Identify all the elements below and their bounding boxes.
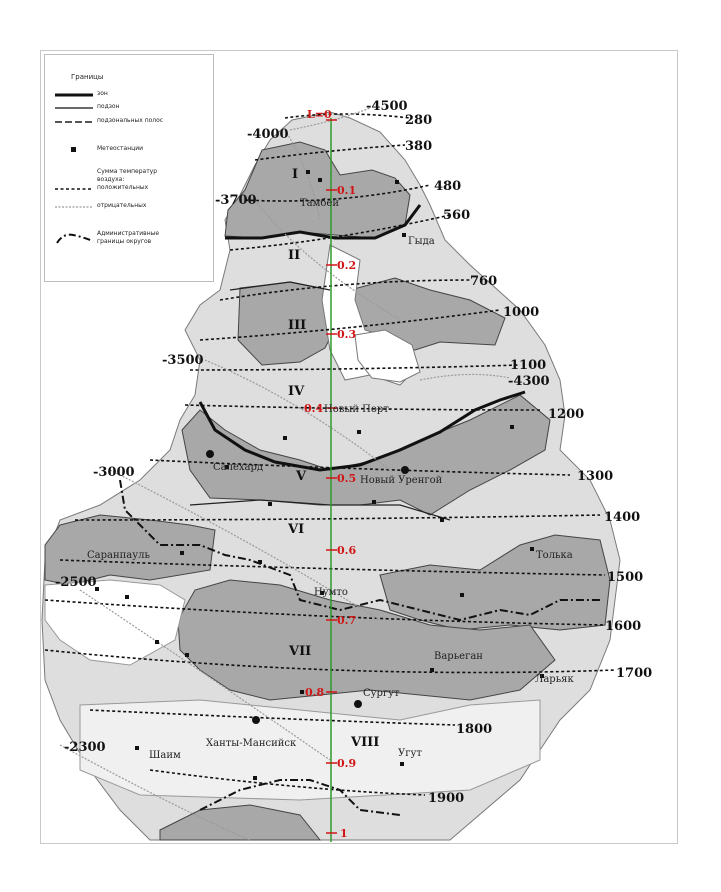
town-novy-urengoy: Новый Уренгой bbox=[360, 475, 443, 486]
legend-strip-label: подзональных полос bbox=[97, 117, 164, 124]
legend-zone-label: зон bbox=[97, 90, 108, 97]
town-varyegan: Варьеган bbox=[434, 651, 483, 662]
isoline-label-1900: 1900 bbox=[428, 791, 465, 806]
town-ugut: Угут bbox=[398, 748, 422, 759]
zone-label-v: V bbox=[296, 469, 307, 484]
town-shaim: Шаим bbox=[149, 750, 181, 761]
legend-admin-label-1: Административные bbox=[97, 230, 160, 237]
isoline-label-minus-4300: -4300 bbox=[508, 374, 550, 389]
isoline-label-560: 560 bbox=[443, 208, 471, 223]
isoline-label-1100: 1100 bbox=[510, 358, 547, 373]
legend-subzone-swatch bbox=[55, 106, 93, 110]
legend-positive-label: положительных bbox=[97, 184, 149, 191]
isoline-label-280: 280 bbox=[405, 113, 433, 128]
l-scale-0-7: 0.7 bbox=[337, 614, 357, 627]
legend-negative-label: отрицательных bbox=[97, 202, 147, 209]
town-salekhard: Салехард bbox=[213, 462, 264, 473]
isoline-label-minus-3500: -3500 bbox=[162, 353, 204, 368]
l-scale-0-4: 0.4 bbox=[304, 402, 324, 415]
town-numto: Нумто bbox=[314, 587, 348, 598]
town-saranpaul: Саранпауль bbox=[87, 550, 150, 561]
isoline-label-1300: 1300 bbox=[577, 469, 614, 484]
town-gyda: Гыда bbox=[408, 236, 435, 247]
legend-title: Границы bbox=[71, 73, 104, 81]
l-scale-0-5: 0.5 bbox=[337, 472, 357, 485]
town-surgut: Сургут bbox=[363, 688, 400, 699]
legend-strip-swatch bbox=[55, 120, 93, 124]
town-tolka: Толька bbox=[536, 550, 573, 561]
l-scale-0-1: 0.1 bbox=[337, 184, 357, 197]
isoline-label-1600: 1600 bbox=[605, 619, 642, 634]
legend-station-label: Метеостанции bbox=[97, 145, 144, 152]
legend-negative-swatch bbox=[55, 205, 93, 209]
zone-label-iv: IV bbox=[288, 384, 305, 399]
l-scale-0-2: 0.2 bbox=[337, 259, 357, 272]
isoline-label-minus-3000: -3000 bbox=[93, 465, 135, 480]
l-scale-0-6: 0.6 bbox=[337, 544, 357, 557]
town-khanty-mansiysk: Ханты-Мансийск bbox=[206, 738, 297, 749]
isoline-label-1000: 1000 bbox=[503, 305, 540, 320]
legend-admin-label-2: границы округов bbox=[97, 238, 152, 245]
legend-air-label: воздуха: bbox=[97, 176, 125, 183]
town-laryak: Ларьяк bbox=[535, 674, 574, 685]
isoline-label-1700: 1700 bbox=[616, 666, 653, 681]
legend-positive-swatch bbox=[55, 187, 93, 191]
isoline-label-760: 760 bbox=[470, 274, 498, 289]
town-novy-port: Новый Порт bbox=[324, 404, 389, 415]
isoline-label-minus-4500: -4500 bbox=[366, 99, 408, 114]
l-scale-0-8: 0.8 bbox=[305, 686, 325, 699]
isoline-label-1500: 1500 bbox=[607, 570, 644, 585]
l-scale-1: 1 bbox=[340, 827, 348, 840]
l-scale-0: L=0 bbox=[307, 108, 332, 121]
legend-zone-swatch bbox=[55, 93, 93, 97]
zone-label-vii: VII bbox=[289, 644, 312, 659]
isoline-label-1800: 1800 bbox=[456, 722, 493, 737]
town-tambey: Тамбей bbox=[300, 198, 340, 209]
l-scale-0-3: 0.3 bbox=[337, 328, 357, 341]
isoline-label-minus-2300: -2300 bbox=[64, 740, 106, 755]
l-scale-0-9: 0.9 bbox=[337, 757, 357, 770]
legend-subzone-label: подзон bbox=[97, 103, 120, 110]
isoline-label-minus-4000: -4000 bbox=[247, 127, 289, 142]
zone-label-viii: VIII bbox=[351, 735, 380, 750]
zone-label-iii: III bbox=[288, 318, 307, 333]
isoline-label-380: 380 bbox=[405, 139, 433, 154]
isoline-label-minus-2500: -2500 bbox=[55, 575, 97, 590]
isoline-label-1400: 1400 bbox=[604, 510, 641, 525]
map-legend bbox=[44, 54, 214, 282]
legend-admin-swatch bbox=[55, 231, 95, 245]
isoline-label-1200: 1200 bbox=[548, 407, 585, 422]
zone-label-ii: II bbox=[288, 248, 301, 263]
isoline-label-480: 480 bbox=[434, 179, 462, 194]
zone-label-i: I bbox=[292, 167, 299, 182]
zone-label-vi: VI bbox=[288, 522, 305, 537]
legend-station-swatch bbox=[71, 147, 77, 153]
isoline-label-minus-3700: -3700 bbox=[215, 193, 257, 208]
legend-sumtemp-label: Сумма температур bbox=[97, 168, 158, 175]
